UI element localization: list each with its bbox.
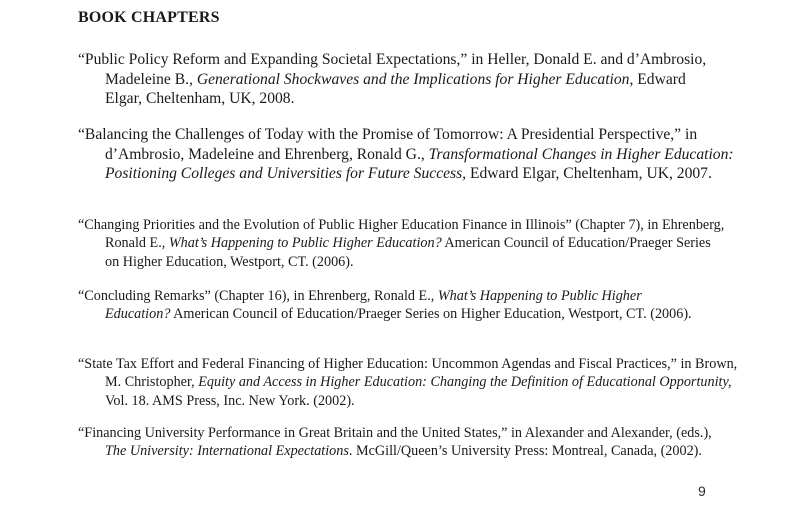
chapter-publisher-info: . McGill/Queen’s University Press: Montreal, Canada, (2002).	[348, 443, 702, 460]
chapter-citation-lead: “State Tax Effort and Federal Financing of Higher Education: Uncommon Agendas and Fiscal Practices,” in Brown, M. Christopher,	[78, 356, 738, 391]
chapter-citation-lead: “Financing University Performance in Great Britain and the United States,” in Alexander and Alexander, (eds.),	[78, 425, 712, 441]
chapter-publisher-info: American Council of Education/Praeger Series on Higher Education, Westport, CT. (2006).	[105, 235, 711, 270]
chapter-citation-lead: “Changing Priorities and the Evolution of Public Higher Education Finance in Illinois” (Chapter 7), in Ehrenberg, Ronald E.,	[78, 217, 725, 252]
chapter-entry	[78, 125, 740, 184]
chapter-entry	[78, 216, 725, 271]
chapter-publisher-info: Edward Elgar, Cheltenham, UK, 2007.	[466, 165, 712, 182]
page-number: 9	[698, 483, 706, 499]
chapter-citation-lead: “Public Policy Reform and Expanding Societal Expectations,” in Heller, Donald E. and d’Ambrosio, Madeleine B.,	[78, 51, 707, 88]
chapter-book-title: The University: International Expectations	[105, 443, 349, 460]
chapter-book-title: What’s Happening to Public Higher Education?	[168, 235, 442, 252]
chapter-book-title: Generational Shockwaves and the Implications for Higher Education	[196, 70, 630, 88]
chapter-citation-lead: “Balancing the Challenges of Today with the Promise of Tomorrow: A Presidential Perspective,” in d’Ambrosio, Madeleine and Ehrenberg, Ronald G.,	[78, 126, 698, 163]
chapter-publisher-info: Vol. 18. AMS Press, Inc. New York. (2002).	[105, 392, 355, 409]
section-heading: BOOK CHAPTERS	[78, 9, 220, 26]
chapter-entry	[78, 355, 745, 410]
chapter-publisher-info: , Edward Elgar, Cheltenham, UK, 2008.	[105, 70, 686, 107]
chapter-entry	[78, 50, 725, 109]
chapter-publisher-info: American Council of Education/Praeger Series on Higher Education, Westport, CT. (2006).	[170, 306, 692, 323]
chapter-book-title: What’s Happening to Public Higher Education?	[105, 288, 642, 323]
chapter-citation-lead: “Concluding Remarks” (Chapter 16), in Ehrenberg, Ronald E.,	[78, 288, 438, 304]
chapter-entry	[78, 287, 705, 324]
chapter-book-title: Equity and Access in Higher Education: Changing the Definition of Educational Opportunity,	[198, 374, 732, 391]
chapter-book-title: Transformational Changes in Higher Education: Positioning Colleges and Universities for Future Success,	[105, 145, 734, 182]
chapter-entry	[78, 424, 733, 461]
